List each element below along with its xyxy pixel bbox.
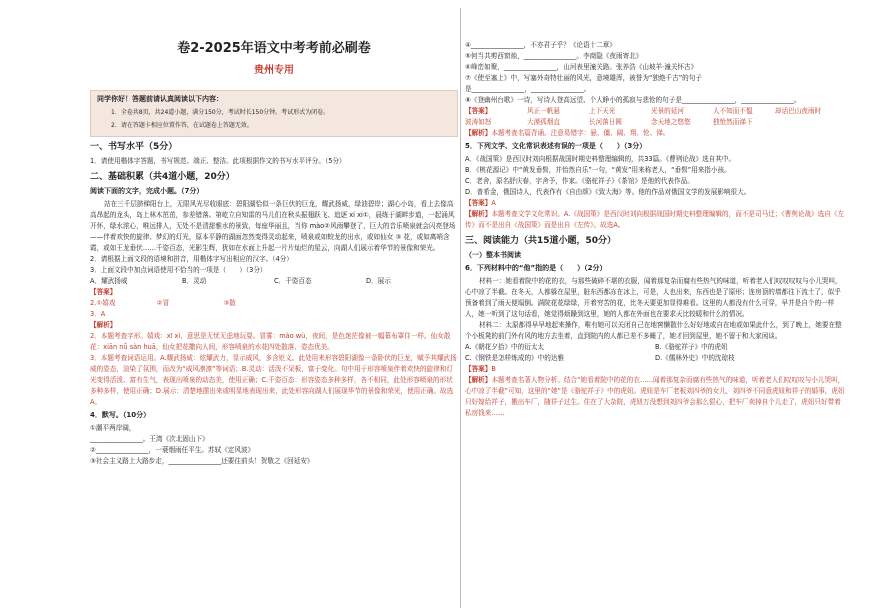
ans4-7: 大漠孤烟直 xyxy=(527,118,560,126)
analysis-label: 【解析】 xyxy=(90,321,117,329)
subsection-1-title: （一）整本书阅读 xyxy=(465,251,521,259)
ans4-4: 人不知而不愠 xyxy=(713,107,753,115)
read-prompt: 阅读下面的文字，完成小题。（7分） xyxy=(90,187,204,195)
ans3: 3．A xyxy=(90,310,106,318)
ans4-5: 却话巴山夜雨时 xyxy=(775,107,822,115)
q3-option-b: B．灵动 xyxy=(182,277,207,285)
column-divider xyxy=(460,8,461,608)
q4-line-7: ⑥峰峦如聚，________________，山河表里潼关路。张养浩《山坡羊·潼关怀古》 xyxy=(465,63,698,71)
q3-options xyxy=(90,276,458,287)
ans5: A xyxy=(491,199,496,207)
q5-title: 5．下列文学、文化常识表述有误的一项是（ ）（3分） xyxy=(465,142,647,150)
analysis-label: 【解析】 xyxy=(465,129,492,137)
answer-label: 【答案】 xyxy=(465,365,492,373)
q4-line-2: ________________。王湾《次北固山下》 xyxy=(90,435,209,443)
q4-line-3: ②________________，一蓑烟雨任平生。苏轼《定风波》 xyxy=(90,446,255,454)
q3-option-c: C．千姿百态 xyxy=(274,277,312,285)
q6-option-a: A.《朝花夕拾》中的衍太太 xyxy=(465,343,545,351)
answer-label: 【答案】 xyxy=(90,288,117,296)
q5-option-b: B．《桃花源记》中“黄发垂髫，并怡然自乐”一句，“黄发”用来称老人，“垂髫”用来指小孩。 xyxy=(465,166,731,174)
analysis3: 3．本题考查词语运用。A.耀武扬威：炫耀武力，显示威风，多含贬义。此处用来形容碧阳湖像一条卧伏的巨龙，赋予其耀武扬威的姿态，渲染了氛围，而改为“威风凛凛”等词语；B.灵动：活泼不呆板，富于变化。句中用于形容喷泉伴着欢快的旋律和灯光变得活泼、富有生气，表现出喷泉的动态美，使用正确；C.千姿百态：形容姿态多种多样，各不相同，此处形容喷泉的形状多种多样，使用正确；D.展示：清楚地摆出来或明显地表现出来，此处形容向湖人们展现华节的景像和荣光，使用正确。故选A。 xyxy=(90,354,457,406)
exam-subtitle: 贵州专用 xyxy=(254,65,294,76)
notice-greeting: 同学你好！答题前请认真阅读以下内容： xyxy=(97,95,223,103)
section-2-title: 二、基础积累（共4道小题，20分） xyxy=(90,172,235,182)
ans2-2: ②冒 xyxy=(156,299,170,307)
q3-option-d: D．展示 xyxy=(366,277,391,285)
q3-text: 3．上面文段中加点词语使用不恰当的一项是（ ）（3分） xyxy=(90,266,267,274)
ans4-grid xyxy=(465,106,845,128)
right-column xyxy=(465,40,845,419)
section-1-title: 一、书写水平（5分） xyxy=(90,142,178,152)
notice-box xyxy=(90,90,458,137)
answer-label: 【答案】 xyxy=(465,199,492,207)
analysis5: 本题考查文学文化常识。A.《战国策》是西汉时刘向根据战国时期史料整理编辑的，而不是司马迁；《曹刿论战》选自《左传》而不是出自《战国策》而是出自《左传》。故选A。 xyxy=(465,210,845,229)
ans4-3: 光景的延河 xyxy=(651,107,684,115)
q4-line-6: ⑤何当共剪西窗烛，________________。李商隐《夜雨寄北》 xyxy=(465,52,643,60)
q4-line-4: ③社会主义路上大路步走，________________还要往前头！贺敬之《回延安》 xyxy=(90,457,314,465)
q6-title: 6．下列材料中的“他”指的是（ ）（2分） xyxy=(465,264,607,272)
q6-options-row-2 xyxy=(465,353,845,364)
analysis6: 本题考查名著人物分析。结合“她看着院中的花的衣……闻着那复杂而腐有些热气的味道，听着老人们叹叹叹与小儿哭叫，心中凉了半截”可知，这里的“她”是《骆驼祥子》中的虎妞。虎妞是车厂老板刘四爷的女儿，刘四爷不同意虎妞和祥子的婚事，虎妞只好嫁给祥子，搬出车厂，随祥子过生。住在了大杂院，虎妞万没想到刘四爷会那么狠心，把车厂卖掉自个儿走了，虎妞只好带着私房钱来…… xyxy=(465,376,845,417)
q1-text: 1．请使用楷体字答题，书写规范、端正、整洁。此项根据作文的书写水平评分。（5分） xyxy=(90,157,346,165)
ans2-3: ③散 xyxy=(223,299,236,307)
notice-item-2: 2．请在答题卡相应位置作答，在试题卷上答题无效。 xyxy=(111,122,253,129)
ans4-8: 长河落日圆 xyxy=(589,118,622,126)
q5-option-a: A．《战国策》是西汉时刘向根据战国时期史料整理编辑的，共33篇。《曹刿论战》选自其中。 xyxy=(465,155,736,163)
q2-text: 2．请根据上面文段的语境和拼音，用楷体字写出相应的汉字。（4分） xyxy=(90,255,293,263)
ans4-6: 波涛如怒 xyxy=(465,118,492,126)
analysis-label: 【解析】 xyxy=(465,376,492,384)
ans2-row xyxy=(90,298,290,309)
material-1: 材料一：她看着院中的花的衣，与那些破碎不堪的衣服，闻着那复杂而腐有些热气的味道，听着老人们叹叹叹叹与小儿哭叫，心中凉了半截。在冬天，人都躲在屋里，脏东西都冻在冰上，可是，人也出来，东西也是了原形；连房顶的墙都往下流土了，似乎预备着到了雨天便塌倒。满院花花绿绿，开着穷苦的花，比冬天要更加显得难看。这里的人都没有什么可穿，早并是自个的一样人，她一听到了这句话看，她觉得烦躁到这里，她的人都在外面也在要求天比较暖和什么的情况。 xyxy=(465,277,842,318)
left-column xyxy=(90,0,458,467)
q4-line-1: ①潮平两岸阔， xyxy=(90,424,136,432)
material-2: 材料二：太原都得早早地起来操作，唯有她可以关闭自己在地窖懒散什么好好地或自在地或如果此什么，到了晚上，她要在整个小板凳的前门外有风的地方去坐着，直到院内的人都已差不多睡了，她才回到屋里，她不留于和大家闲谈。 xyxy=(465,321,842,340)
q4-line-10: ⑧《登幽州台歌》一诗，写诗人登高远望、个人睁小的孤寂与悲怆的句子是________________，________________。 xyxy=(465,96,801,104)
q4-line-8: ⑦《使至塞上》中，写塞外奇特壮丽的风光，意境雄浑，被誉为“独绝千古”的句子 xyxy=(465,74,702,82)
q6-option-d: D.《儒林外史》中的沈琼枝 xyxy=(655,354,735,362)
ans4-9: 念天地之悠悠 xyxy=(651,118,691,126)
analysis4: 本题考查名篇背诵。注意易错字：悬、僵、阔、翔、怆、涕。 xyxy=(491,129,670,137)
q6-option-c: C.《钢铁是怎样炼成的》中的达雅 xyxy=(465,354,565,362)
exam-title: 卷2-2025年语文中考考前必刷卷 xyxy=(177,41,371,56)
q4-line-5: ④________________，不亦君子乎？《论语十二章》 xyxy=(465,41,616,49)
q4-title: 4．默写。（10分） xyxy=(90,411,151,419)
ans6: B xyxy=(491,365,496,373)
q5-option-c: C．老舍，原名舒庆春，字舍予，作家。《骆驼祥子》《茶馆》是他的代表作品。 xyxy=(465,177,694,185)
q6-option-b: B.《骆驼祥子》中的虎妞 xyxy=(655,343,728,351)
notice-item-1: 1．全卷共8页，共24道小题，满分150分，考试时长150分钟。考试形式为闭卷。 xyxy=(111,109,330,116)
analysis-label: 【解析】 xyxy=(465,210,492,218)
q3-option-a: A．耀武扬威 xyxy=(90,277,128,285)
passage: 站在三千层脐梯阳台上，无限风光尽收眼底：碧阳湖恰似一条巨伏的巨龙，耀武扬威，绿油碧岸；湖心小岛，看上去像高高昂起的龙头，岛上林木茁茁，参差错落。第屹立自知雷的马儿们在秋头振翅跃飞、追逐 xi xi①，晨练于湖畔步道，一起涌风开怀，绿水浓心，唯远排人，无处不是清甜雅水的景致，每座华丽且，当你 mào②风雨攀登了，巨大的音乐喷泉就会闪亮登场——伴着欢快的旋律、梦幻的灯光，原本平静的湖面忽然变得灵动起来，喷泉或如蛟龙的出水，或如仙女 ③ 花，或如离哨含霞，或如王龙垂伏……千姿百态，光影生辉，犹如在水面上升起一片片灿烂的星云，向湖人们展示着华节的景像和荣光。 xyxy=(90,200,456,252)
ans4-10: 独怆然而涕下 xyxy=(713,118,753,126)
section-3-title: 三、阅读能力（共15道小题，50分） xyxy=(465,236,617,246)
q6-options-row-1 xyxy=(465,342,845,353)
ans2-1: 2.①嬉戏 xyxy=(90,299,116,307)
ans4-2: 上下天光 xyxy=(589,107,616,115)
ans4-1: 风正一帆悬 xyxy=(527,107,560,115)
q5-option-d: D．普希金，俄国诗人，代表作有《自由颂》《致大海》等。他的作品对俄国文学的发展影响很大。 xyxy=(465,188,751,196)
analysis2: 2．本题考查字形。嬉戏：xī xì，意思是无忧无虑地玩耍。冒雾：mào wù，夜间，是色迷茫像被一幅幕布罩住一样。仙女散花：xiān nǚ sàn huā，仙女把花撒向人间，形容喷泉的水花四处散落、姿态优美。 xyxy=(90,332,451,351)
q4-line-9: 是________________，________________。 xyxy=(465,85,591,93)
answer-label: 【答案】 xyxy=(465,107,492,115)
